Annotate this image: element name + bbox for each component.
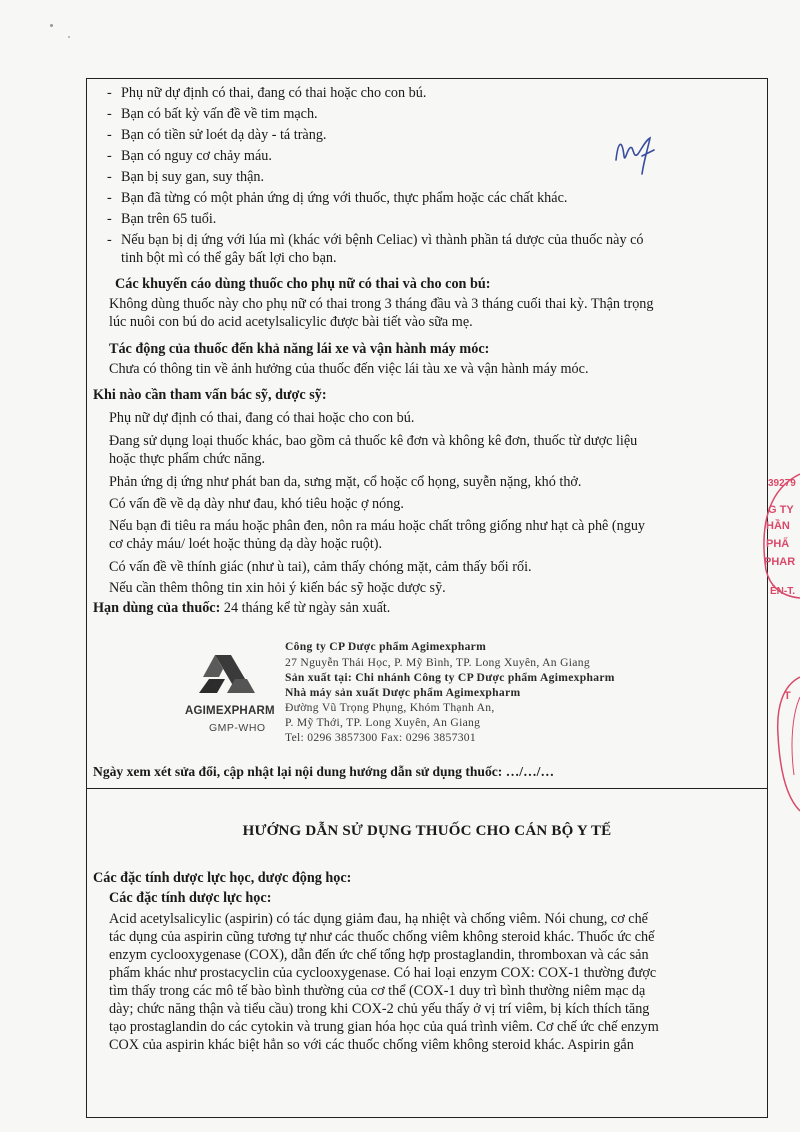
stamp-text: T — [784, 690, 791, 702]
pharmacodynamics-text: phẩm khác như prostacyclin của cyclooxygenase. Có hai loại enzym COX: COX-1 thường được — [109, 965, 657, 981]
driving-heading: Tác động của thuốc đến khả năng lái xe và vận hành máy móc: — [109, 341, 490, 357]
consult-item: Nếu bạn đi tiêu ra máu hoặc phân đen, nôn ra máu hoặc chất trông giống như hạt cà phê (nguy — [109, 518, 646, 534]
pharmacodynamics-text: Acid acetylsalicylic (aspirin) có tác dụng giảm đau, hạ nhiệt và chống viêm. Nói chung, cơ chế — [109, 911, 648, 927]
bullet-dash: - — [107, 190, 112, 206]
pregnancy-heading: Các khuyến cáo dùng thuốc cho phụ nữ có thai và cho con bú: — [115, 276, 491, 292]
stamp-text: 39279 — [768, 478, 796, 489]
consult-item: Đang sử dụng loại thuốc khác, bao gồm cả thuốc kê đơn và không kê đơn, thuốc từ dược liệu — [109, 433, 638, 449]
patient-section — [87, 79, 767, 789]
stamp-text: G TY — [768, 504, 794, 516]
pharmacology-heading: Các đặc tính dược lực học, dược động học: — [93, 870, 352, 886]
bullet-dash: - — [107, 232, 112, 248]
expiry-value: 24 tháng kể từ ngày sản xuất. — [220, 600, 391, 616]
warning-bullet: Bạn trên 65 tuổi. — [121, 211, 217, 227]
pregnancy-text: lúc nuôi con bú do acid acetylsalicylic được bài tiết vào sữa mẹ. — [109, 314, 473, 330]
signature-icon — [612, 130, 660, 180]
factory-name: Nhà máy sản xuất Dược phẩm Agimexpharm — [285, 686, 521, 699]
pharmacodynamics-text: dày; chức năng thận và tiểu cầu) trong khi COX-2 chủ yếu thấy ở vị trí viêm, bị kích thích tăng — [109, 1001, 650, 1017]
logo-gmp-text: GMP-WHO — [209, 722, 266, 734]
company-phone: Tel: 0296 3857300 Fax: 0296 3857301 — [285, 731, 476, 744]
bullet-dash: - — [107, 127, 112, 143]
pharmacodynamics-text: tác dụng của aspirin cũng tương tự như các thuốc chống viêm không steroid khác. Thuốc ức chế — [109, 929, 655, 945]
manufacturer-line: Sản xuất tại: Chi nhánh Công ty CP Dược phẩm Agimexpharm — [285, 671, 615, 684]
expiry-label: Hạn dùng của thuốc: — [93, 600, 221, 616]
factory-address: P. Mỹ Thới, TP. Long Xuyên, An Giang — [285, 716, 481, 729]
bullet-dash: - — [107, 106, 112, 122]
bullet-dash: - — [107, 169, 112, 185]
leaflet-frame — [86, 78, 768, 1118]
pharmacodynamics-text: tạo prostaglandin do các cytokin và trung gian hóa học của quá trình viêm. Cơ chế ức chế enzym — [109, 1019, 659, 1035]
driving-text: Chưa có thông tin về ảnh hưởng của thuốc đến việc lái tàu xe và vận hành máy móc. — [109, 361, 589, 377]
warning-bullet: Phụ nữ dự định có thai, đang có thai hoặc cho con bú. — [121, 85, 427, 101]
consult-item: Nếu cần thêm thông tin xin hỏi ý kiến bác sỹ hoặc dược sỹ. — [109, 580, 446, 596]
warning-bullet: Bạn bị suy gan, suy thận. — [121, 169, 265, 185]
consult-item-continued: cơ chảy máu/ loét hoặc thủng dạ dày hoặc ruột). — [109, 536, 383, 552]
warning-bullet: Bạn có nguy cơ chảy máu. — [121, 148, 272, 164]
company-address: 27 Nguyễn Thái Học, P. Mỹ Bình, TP. Long Xuyên, An Giang — [285, 656, 590, 669]
consult-item: Phản ứng dị ứng như phát ban da, sưng mặt, cổ hoặc cổ họng, suyễn nặng, khó thở. — [109, 474, 582, 490]
warning-bullet: Bạn có tiền sử loét dạ dày - tá tràng. — [121, 127, 327, 143]
stamp-text: HẦN — [766, 520, 790, 532]
expiry-line — [93, 599, 390, 617]
company-name: Công ty CP Dược phẩm Agimexpharm — [285, 640, 487, 653]
consult-heading: Khi nào cần tham vấn bác sỹ, dược sỹ: — [93, 387, 327, 403]
factory-address: Đường Vũ Trọng Phụng, Khóm Thạnh An, — [285, 701, 495, 714]
professional-title: HƯỚNG DẪN SỬ DỤNG THUỐC CHO CÁN BỘ Y TẾ — [242, 823, 612, 839]
consult-item: Có vấn đề về dạ dày như đau, khó tiêu hoặc ợ nóng. — [109, 496, 404, 512]
stamp-text: PHAR — [764, 556, 796, 568]
pharmacodynamics-text: enzym cyclooxygenase (COX), dẫn đến ức chế tổng hợp prostaglandin, thromboxan và các sản — [109, 947, 649, 963]
warning-bullet: Nếu bạn bị dị ứng với lúa mì (khác với bệnh Celiac) vì thành phần tá dược của thuốc này có — [121, 232, 644, 248]
bullet-dash: - — [107, 211, 112, 227]
bullet-dash: - — [107, 85, 112, 101]
logo-brand-text: AGIMEXPHARM — [185, 705, 275, 717]
review-date-line: Ngày xem xét sửa đổi, cập nhật lại nội dung hướng dẫn sử dụng thuốc: …/…/… — [93, 764, 555, 779]
pharmacodynamics-heading: Các đặc tính dược lực học: — [109, 890, 272, 906]
pharmacodynamics-text: tìm thấy trong các mô tế bào bình thường của cơ thể (COX-1 duy trì bình thường niêm mạc dạ — [109, 983, 646, 999]
consult-item-continued: hoặc thực phẩm chức năng. — [109, 451, 266, 467]
stamp-circle-icon — [756, 470, 800, 600]
consult-item: Có vấn đề về thính giác (như ù tai), cảm thấy chóng mặt, cảm thấy bối rối. — [109, 559, 532, 575]
consult-item: Phụ nữ dự định có thai, đang có thai hoặc cho con bú. — [109, 410, 415, 426]
scan-speck — [50, 24, 53, 27]
scan-speck — [68, 36, 70, 38]
pregnancy-text: Không dùng thuốc này cho phụ nữ có thai trong 3 tháng đầu và 3 tháng cuối thai kỳ. Thận trọng — [109, 296, 654, 312]
stamp-text: PHẨ — [766, 538, 790, 550]
warning-bullet-continued: tinh bột mì có thể gây bất lợi cho bạn. — [121, 250, 337, 266]
stamp-text: ÊN-T. — [770, 586, 795, 597]
pharmacodynamics-text: COX của aspirin khác biệt hẳn so với các thuốc chống viêm không steroid khác. Aspirin gắn — [109, 1037, 634, 1053]
bullet-dash: - — [107, 148, 112, 164]
warning-bullet: Bạn có bất kỳ vấn đề về tim mạch. — [121, 106, 318, 122]
warning-bullet: Bạn đã từng có một phản ứng dị ứng với thuốc, thực phẩm hoặc các chất khác. — [121, 190, 568, 206]
